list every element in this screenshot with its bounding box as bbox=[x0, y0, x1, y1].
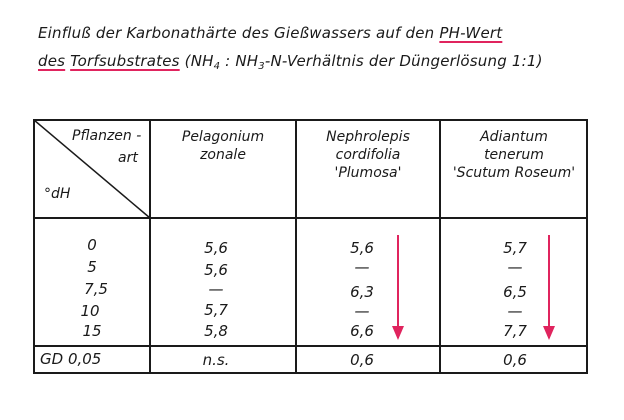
footer-value-adiantum: 0,6 bbox=[503, 351, 527, 369]
nephrolepis-value-1: — bbox=[354, 258, 370, 276]
title-prefix: Einfluß der Karbonathärte des Gießwassers auf den bbox=[38, 24, 440, 42]
title-highlight-torf: Torfsubstrates bbox=[70, 52, 180, 70]
adiantum-value-2: 6,5 bbox=[503, 283, 527, 301]
header-pelargonium-line1: Pelagonium bbox=[181, 129, 265, 145]
footer-value-pelargonium: n.s. bbox=[202, 351, 230, 369]
title-sub-3: 3 bbox=[258, 61, 265, 72]
corner-top-1: Pflanzen - bbox=[72, 128, 142, 144]
nephrolepis-value-0: 5,6 bbox=[350, 239, 374, 257]
nephrolepis-value-2: 6,3 bbox=[350, 283, 374, 301]
dh-value-3: 10 bbox=[80, 302, 100, 320]
footer-value-nephrolepis: 0,6 bbox=[350, 351, 374, 369]
title-highlight-ph: PH-Wert bbox=[439, 24, 503, 42]
nephrolepis-value-3: — bbox=[354, 302, 370, 320]
title-rest-c: -N-Verhältnis der Düngerlösung 1:1) bbox=[264, 52, 543, 70]
dh-value-1: 5 bbox=[87, 258, 97, 276]
header-pelargonium bbox=[152, 128, 294, 164]
pelargonium-value-4: 5,8 bbox=[204, 322, 228, 340]
arrow-nephrolepis-head bbox=[392, 326, 404, 340]
adiantum-value-0: 5,7 bbox=[503, 239, 527, 257]
dh-value-4: 15 bbox=[82, 322, 102, 340]
corner-top-2: art bbox=[118, 150, 138, 166]
header-nephrolepis bbox=[298, 128, 438, 182]
corner-bottom: °dH bbox=[44, 186, 71, 202]
pelargonium-value-3: 5,7 bbox=[204, 301, 228, 319]
pelargonium-value-1: 5,6 bbox=[204, 261, 228, 279]
header-adiantum-line3: 'Scutum Roseum' bbox=[452, 165, 576, 181]
nephrolepis-value-4: 6,6 bbox=[350, 322, 374, 340]
dh-value-2: 7,5 bbox=[84, 280, 108, 298]
header-adiantum-line1: Adiantum bbox=[480, 129, 548, 145]
header-pelargonium-line2: zonale bbox=[200, 147, 246, 163]
title-highlight-des: des bbox=[38, 52, 66, 70]
adiantum-value-1: — bbox=[507, 258, 523, 276]
adiantum-value-3: — bbox=[507, 302, 523, 320]
title-rest-b: : NH bbox=[220, 52, 259, 70]
header-nephrolepis-line3: 'Plumosa' bbox=[334, 165, 402, 181]
header-nephrolepis-line2: cordifolia bbox=[335, 147, 401, 163]
dh-value-0: 0 bbox=[87, 236, 97, 254]
title-rest-a: (NH bbox=[179, 52, 214, 70]
pelargonium-value-0: 5,6 bbox=[204, 239, 228, 257]
pelargonium-value-2: — bbox=[208, 280, 224, 298]
header-nephrolepis-line1: Nephrolepis bbox=[326, 129, 410, 145]
adiantum-value-4: 7,7 bbox=[503, 322, 527, 340]
footer-label: GD 0,05 bbox=[40, 350, 102, 368]
title-sub-4: 4 bbox=[213, 61, 221, 72]
header-adiantum-line2: tenerum bbox=[484, 147, 544, 163]
header-adiantum bbox=[442, 128, 586, 182]
